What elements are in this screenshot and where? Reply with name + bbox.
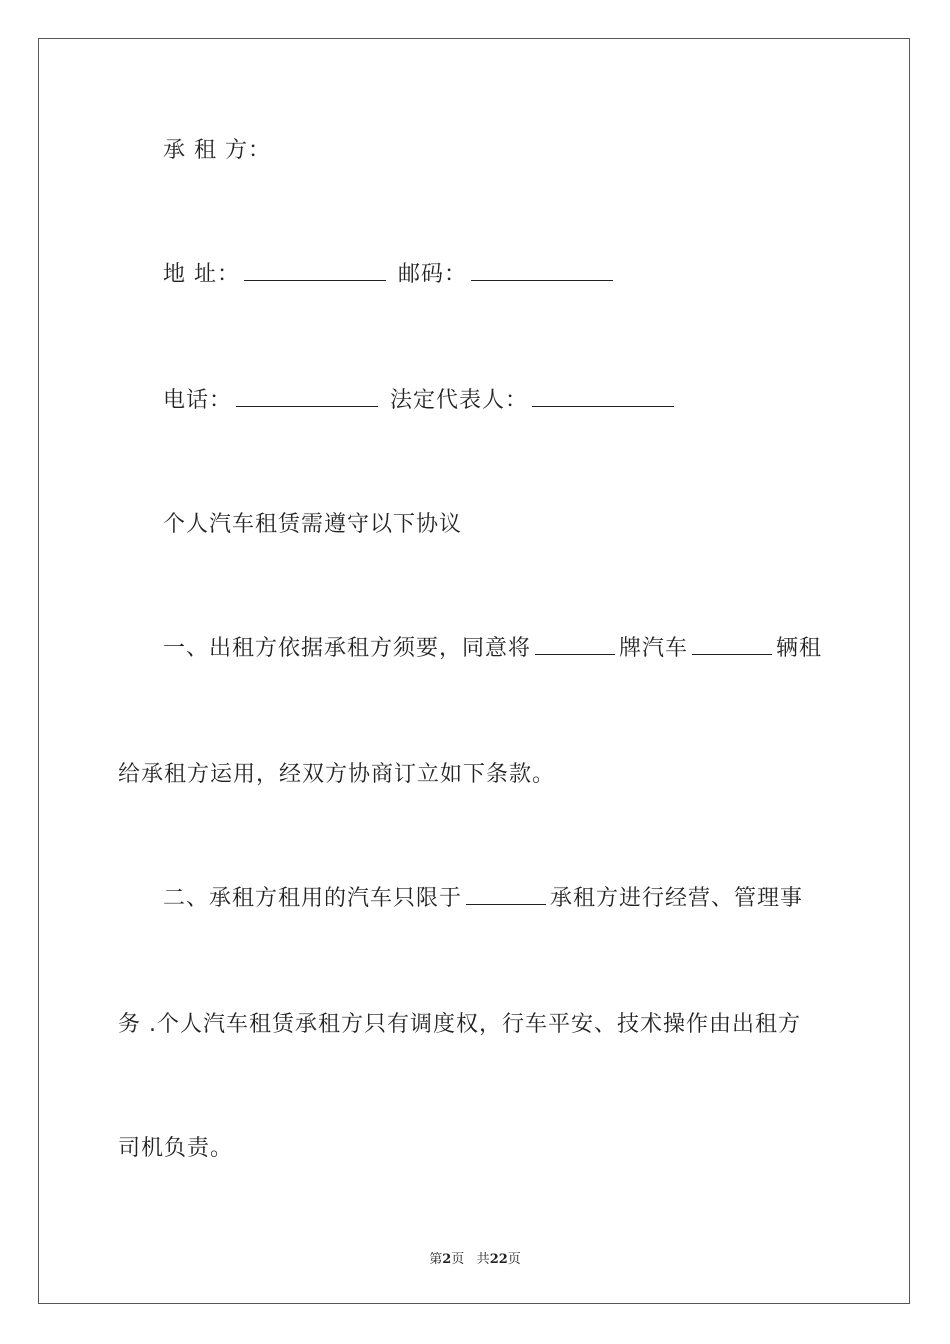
clause1-part2: 牌汽车 [619, 636, 689, 661]
phone-label: 电话： [163, 388, 233, 413]
legal-rep-label: 法定代表人： [390, 388, 529, 413]
lessee-label: 承 租 方： [163, 138, 271, 163]
address-label: 地 址： [163, 262, 240, 287]
page-footer [0, 1248, 950, 1267]
postcode-label: 邮码： [398, 262, 468, 287]
page-number: 2 [442, 1252, 452, 1267]
clause2-part2: 承租方进行经营、管理事 [550, 886, 804, 911]
intro-text: 个人汽车租赁需遵守以下协议 [163, 512, 463, 537]
clause1-part1: 一、出租方依据承租方须要，同意将 [163, 636, 532, 661]
total-pages: 22 [489, 1252, 508, 1267]
page-prefix: 第 [429, 1252, 443, 1267]
address-blank [244, 279, 386, 281]
total-suffix: 页 [507, 1252, 521, 1267]
plate-blank [535, 653, 615, 655]
page-border [38, 38, 910, 1304]
page-suffix: 页 [451, 1252, 465, 1267]
clause2-line2: 务 .个人汽车租赁承租方只有调度权，行车平安、技术操作由出租方 [118, 1012, 801, 1037]
clause1-line2: 给承租方运用，经双方协商订立如下条款。 [118, 762, 556, 787]
legal-rep-blank [532, 405, 674, 407]
clause1-part3: 辆租 [776, 636, 823, 661]
postcode-blank [471, 279, 613, 281]
clause2-part1: 二、承租方租用的汽车只限于 [163, 886, 463, 911]
clause2-line3: 司机负责。 [118, 1136, 234, 1161]
phone-blank [236, 405, 378, 407]
clause2-line1 [163, 884, 803, 914]
address-row [163, 260, 617, 290]
count-blank [692, 653, 772, 655]
clause1-line1 [163, 634, 822, 664]
phone-row [163, 386, 678, 416]
purpose-blank [466, 903, 546, 905]
total-prefix: 共 [476, 1252, 490, 1267]
